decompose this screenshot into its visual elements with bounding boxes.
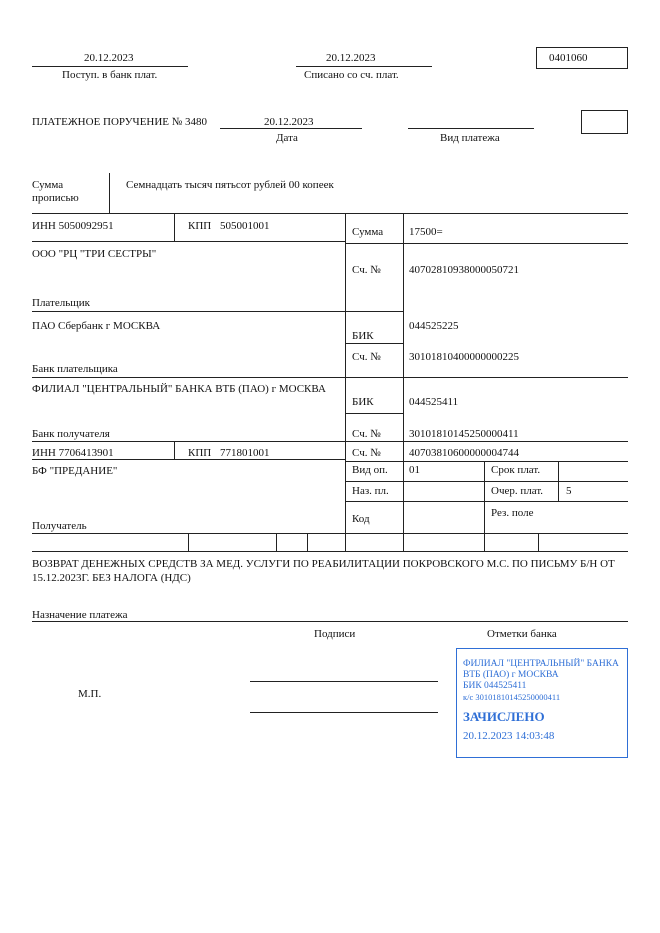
stamp-timestamp: 20.12.2023 14:03:48: [463, 730, 555, 742]
stamp-bank-line2: ВТБ (ПАО) г МОСКВА: [463, 670, 559, 680]
amount-words-value: Семнадцать тысяч пятьсот рублей 00 копеек: [126, 179, 334, 191]
payer-bank-name: ПАО Сбербанк г МОСКВА: [32, 320, 161, 332]
payment-type-line: [408, 128, 534, 129]
grid-line: [307, 533, 308, 551]
payee-account-label: Сч. №: [352, 447, 381, 459]
payee-bank-account: 30101810145250000411: [409, 428, 519, 440]
grid-line: [403, 213, 404, 551]
payer-account: 40702810938000050721: [409, 264, 519, 276]
payer-label: Плательщик: [32, 297, 90, 309]
bank-received-label: Поступ. в банк плат.: [62, 69, 158, 81]
bank-received-line: [32, 66, 188, 67]
grid-line: [32, 551, 628, 552]
code-label: Код: [352, 513, 370, 525]
grid-line: [345, 501, 628, 502]
priority-value: 5: [566, 485, 572, 497]
payee-kpp-label: КПП: [188, 447, 212, 459]
signature-line-2: [250, 712, 438, 713]
stamp-bik: БИК 044525411: [463, 681, 527, 691]
payer-status-box: [581, 110, 628, 134]
payee-bank-label: Банк получателя: [32, 428, 110, 440]
amount-label: Сумма: [352, 226, 384, 238]
grid-line: [345, 311, 403, 312]
op-type-value: 01: [409, 464, 420, 476]
debited-label: Списано со сч. плат.: [304, 69, 399, 81]
debited-line: [296, 66, 432, 67]
reserve-field-label: Рез. поле: [491, 507, 534, 519]
grid-line: [174, 213, 175, 241]
due-date-label: Срок плат.: [491, 464, 541, 476]
purpose-line: [32, 621, 628, 622]
payer-bank-account: 30101810400000000225: [409, 351, 519, 363]
grid-line: [32, 377, 628, 378]
form-code-box: [536, 47, 628, 69]
stamp-bank-line1: ФИЛИАЛ "ЦЕНТРАЛЬНЫЙ" БАНКА: [463, 659, 619, 669]
grid-line: [558, 461, 559, 501]
payee-kpp: 771801001: [220, 447, 270, 459]
form-code: 0401060: [549, 52, 588, 64]
payee-name: БФ "ПРЕДАНИЕ": [32, 465, 118, 477]
amount-value: 17500=: [409, 226, 443, 238]
payer-bank-bik-label: БИК: [352, 330, 374, 342]
grid-line: [538, 533, 539, 551]
grid-line: [32, 459, 345, 460]
payer-inn: ИНН 5050092951: [32, 220, 114, 232]
payee-bank-bik: 044525411: [409, 396, 459, 408]
purpose-label: Назначение платежа: [32, 609, 128, 621]
payee-account: 40703810600000004744: [409, 447, 519, 459]
stamp-status: ЗАЧИСЛЕНО: [463, 709, 545, 724]
grid-line: [174, 441, 175, 459]
priority-label: Очер. плат.: [491, 485, 544, 497]
amount-words-divider: [109, 173, 110, 213]
payee-bank-bik-label: БИК: [352, 396, 374, 408]
payer-bank-account-label: Сч. №: [352, 351, 381, 363]
grid-line: [345, 461, 628, 462]
grid-line: [188, 533, 189, 551]
purpose-code-label: Наз. пл.: [352, 485, 389, 497]
signatures-label: Подписи: [314, 628, 356, 640]
order-date-label: Дата: [276, 132, 298, 144]
payee-label: Получатель: [32, 520, 87, 532]
bank-received-date: 20.12.2023: [84, 52, 134, 64]
payer-kpp: 505001001: [220, 220, 270, 232]
op-type-label: Вид оп.: [352, 464, 388, 476]
payer-bank-bik: 044525225: [409, 320, 459, 332]
bank-marks-label: Отметки банка: [487, 628, 557, 640]
grid-line: [276, 533, 277, 551]
payer-name: ООО "РЦ "ТРИ СЕСТРЫ": [32, 248, 157, 260]
grid-line: [32, 241, 345, 242]
payee-inn: ИНН 7706413901: [32, 447, 114, 459]
purpose-text: ВОЗВРАТ ДЕНЕЖНЫХ СРЕДСТВ ЗА МЕД. УСЛУГИ ПО РЕАБИЛИТАЦИИ ПОКРОВСКОГО М.С. ПО ПИСЬМУ Б/Н ОТ 15.12.2023Г. БЕЗ НАЛОГА (НДС): [32, 558, 615, 584]
grid-line: [32, 213, 628, 214]
grid-line: [345, 481, 628, 482]
order-date-line: [220, 128, 362, 129]
order-date: 20.12.2023: [264, 116, 314, 128]
grid-line: [345, 213, 346, 551]
payer-kpp-label: КПП: [188, 220, 212, 232]
payee-bank-name: ФИЛИАЛ "ЦЕНТРАЛЬНЫЙ" БАНКА ВТБ (ПАО) г МОСКВА: [32, 383, 326, 395]
grid-line: [345, 413, 403, 414]
payer-account-label: Сч. №: [352, 264, 381, 276]
amount-words-label: Сумма прописью: [32, 179, 79, 204]
stamp-corr-account: к/с 30101810145250000411: [463, 692, 561, 702]
seal-label: М.П.: [78, 688, 102, 700]
bank-stamp: [456, 648, 628, 758]
order-title: ПЛАТЕЖНОЕ ПОРУЧЕНИЕ № 3480: [32, 116, 208, 128]
payee-bank-account-label: Сч. №: [352, 428, 381, 440]
signature-line-1: [250, 681, 438, 682]
grid-line: [484, 461, 485, 551]
grid-line: [345, 343, 403, 344]
debited-date: 20.12.2023: [326, 52, 376, 64]
payment-type-label: Вид платежа: [440, 132, 500, 144]
grid-line: [32, 311, 345, 312]
payer-bank-label: Банк плательщика: [32, 363, 118, 375]
grid-line: [345, 243, 628, 244]
grid-line: [32, 441, 628, 442]
